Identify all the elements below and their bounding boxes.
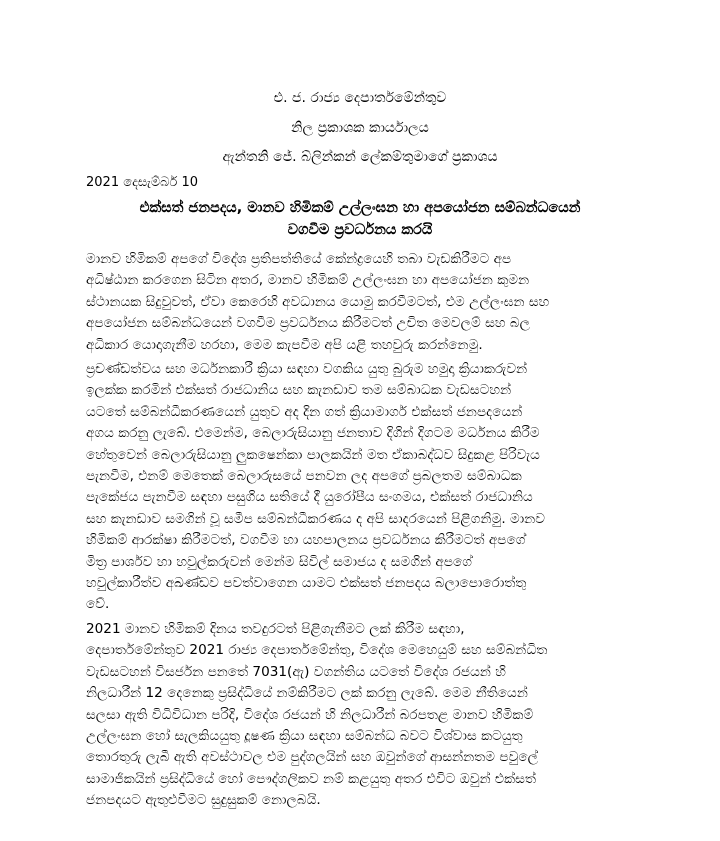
text-line: ඉලක්ක කරමින් එක්සත් රාජධානිය සහ කැනඩාව තම සම්බාධක වැඩසටහන් <box>86 382 512 399</box>
text-line: නිලධාරීන් 12 දෙනෙකු ප්‍රසිද්ධියේ නම්කිරීමට ලක් කරනු ලැබේ. මෙම නීතියෙන් <box>86 685 528 702</box>
text-line: ප්‍රචණ්ඩත්වය සහ මර්ධනකාරී ක්‍රියා සඳහා වගකිය යුතු බුරුම හමුදා ක්‍රියාකරුවන් <box>86 361 528 377</box>
department-name: එ. ජ. රාජ්‍ය දෙපාර්තමේන්තුව <box>273 90 447 106</box>
paragraph-3 <box>86 619 646 812</box>
statement-source: ඇන්තනි ජේ. බ්ලින්කන් ලේකම්තුමාගේ ප්‍රකාශය <box>222 149 498 165</box>
text-line: තොරතුරු ලැබී ඇති අවස්ථාවල එම පුද්ගලයින් සහ ඔවුන්ගේ ආසන්නතම පවුලේ <box>86 749 538 766</box>
text-line: අගය කරනු ලැබේ. එමෙන්ම, බෙලාරුසියානු ජනතාව දිගින් දිගටම මර්ධනය කිරීම <box>86 425 540 442</box>
text-line: සලසා ඇති විධිවිධාන පරිදි, විදේශ රජයන් හි නිලධාරීන් බරපතළ මානව හිමිකම් <box>86 706 534 723</box>
text-line: උල්ලංඝන හෝ සැලකියයුතු දූෂණ ක්‍රියා සඳහා සම්බන්ධ බවට විශ්වාස කටයුතු <box>86 727 523 744</box>
text-line: සාමාජිකයින් ප්‍රසිද්ධියේ හෝ පෞද්ගලිකව නම් කළයුතු අතර එවිට ඔවුන් එක්සත් <box>86 770 536 787</box>
document-title <box>60 198 660 241</box>
title-line: වගවීම ප්‍රවර්ධනය කරයි <box>287 221 433 238</box>
text-line: දෙපාර්තමේන්තුව 2021 රාජ්‍ය දෙපාර්තමේන්තු, විදේශ මෙහෙයුම් සහ සම්බන්ධිත <box>86 642 548 659</box>
title-line: එක්සත් ජනපදය, මානව හිමිකම් උල්ලංඝන හා අපයෝජන සම්බන්ධයෙන් <box>139 200 581 216</box>
text-line: මිත්‍ර පාර්ශව හා හවුල්කරුවන් මෙන්ම සිවිල් සමාජය ද සමගින් අපගේ <box>86 553 472 570</box>
text-line: මානව හිමිකම් අපගේ විදේශ ප්‍රතිපත්තියේ කේන්ද්‍රයෙහි තබා වැඩකිරීමට අප <box>86 251 512 267</box>
text-line: 2021 මානව හිමිකම් දිනය තවදුරටත් පිළිගැනීමට ලක් කිරීම සඳහා, <box>86 621 465 637</box>
office-name: නිල ප්‍රකාශක කාර්යාලය <box>291 119 429 136</box>
text-line: ස්ථානයක සිදුවුවත්, ඒවා කෙරෙහි අවධානය යොමු කරවීමටත්, එම උල්ලංඝන සහ <box>86 293 550 310</box>
text-line: පැකේජය පැනවීම සඳහා පසුගිය සතියේ දී යුරෝපීය සංගමය, එක්සත් රාජධානිය <box>86 489 533 506</box>
text-line: වැඩසටහන් විසර්ජන පනතේ 7031(ඇ) වගන්තිය යටතේ විදේශ රජයන් හි <box>86 663 506 680</box>
text-line: සහ කැනඩාව සමගින් වූ සමීප සම්බන්ධීකරණය ද අපි සාදරයෙන් පිළිගනිමු. මානව <box>86 510 546 527</box>
text-line: යටතේ සම්බන්ධීකරණයෙන් යුතුව අද දින ගත් ක්‍රියාමාර්ග එක්සත් ජනපදයෙන් <box>86 403 523 420</box>
text-line: හවුල්කාරීත්ව අඛණ්ඩව පවත්වාගෙන යාමට එක්සත් ජනපදය බලාපොරොත්තු <box>86 574 527 591</box>
text-line: අපයෝජන සම්බන්ධයෙන් වගවීම ප්‍රවර්ධනය කිරීමටත් උචිත මෙවලම් සහ බල <box>86 315 530 332</box>
text-line: හේතුවෙන් බෙලාරුසියානු ලුකෂෙන්කා පාලකයින් මත ඒකාබද්ධව සිදුකළ පිරිවැය <box>86 446 540 463</box>
publication-date: 2021 දෙසැම්බර් 10 <box>86 175 198 190</box>
text-line: ජනපදයට ඇතුළුවීමට සුදුසුකම් නොලබයි. <box>86 792 321 809</box>
text-line: අධිෂ්ඨාන කරගෙන සිටින අතර, මානව හිමිකම් උල්ලංඝන හා අපයෝජන කුමන <box>86 272 530 289</box>
document-header <box>0 84 720 173</box>
text-line: අධිකාර යොදාගැනීම හරහා, මෙම කැපවීම අපි යළි තහවුරු කරන්නෙමු. <box>86 336 483 353</box>
text-line: හිමිකම් ආරක්ෂා කිරීමටත්, වගවීම හා යහපාලනය ප්‍රවර්ධනය කිරීමටත් අපගේ <box>86 532 526 549</box>
paragraph-1 <box>86 249 646 356</box>
paragraph-2 <box>86 359 646 616</box>
text-line: වේ. <box>86 596 110 613</box>
text-line: පැනවීම, එනම් මෙතෙක් බෙලාරුසයේ පනවන ලද අපගේ ප්‍රබලතම සම්බාධක <box>86 467 522 484</box>
